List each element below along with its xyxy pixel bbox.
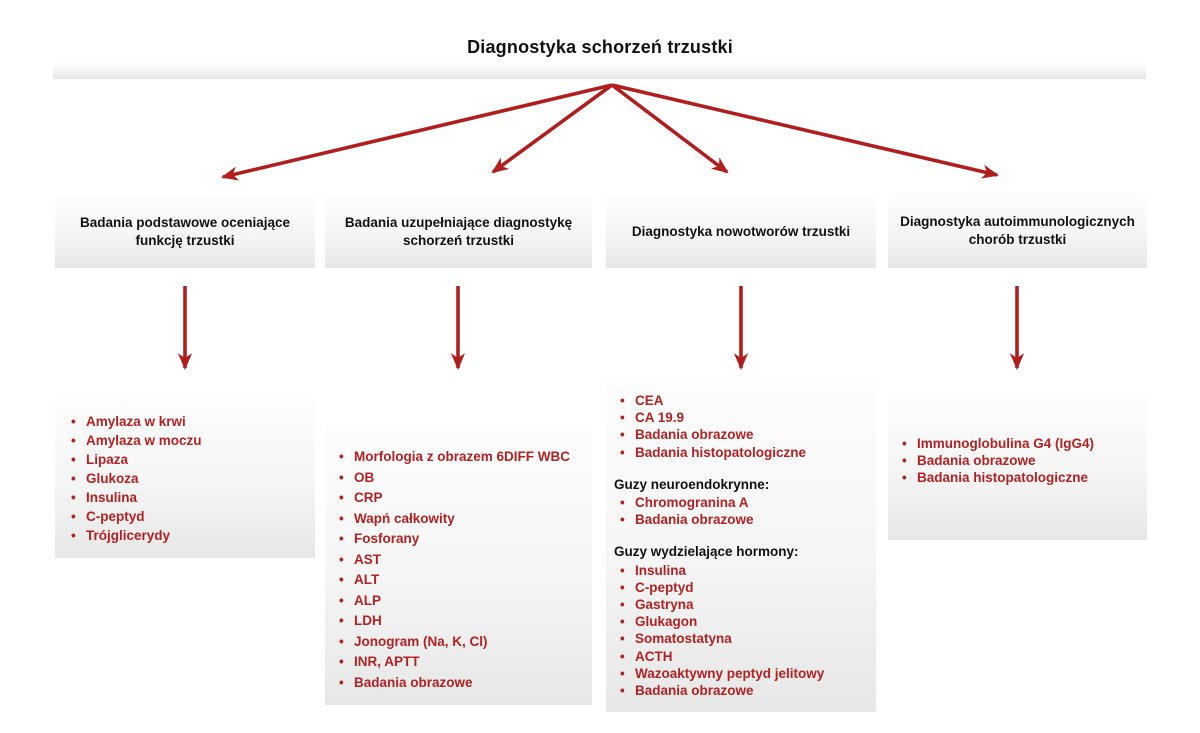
list-item-label: Badania obrazowe xyxy=(917,453,1036,469)
title-underline-bar xyxy=(53,62,1146,79)
bullet-icon: • xyxy=(71,433,76,448)
bullet-icon: • xyxy=(620,683,625,699)
category-header-autoimmune-diagnostics: Diagnostyka autoimmunologicznych chorób trzustki xyxy=(888,193,1147,268)
bullet-icon: • xyxy=(339,572,344,587)
list-item xyxy=(333,468,584,489)
bullet-icon: • xyxy=(620,579,625,595)
list-item xyxy=(333,652,584,673)
list-item-label: Jonogram (Na, K, Cl) xyxy=(354,633,488,649)
list-item-label: C-peptyd xyxy=(635,579,694,595)
bullet-icon: • xyxy=(620,410,625,426)
list-item-label: Badania histopatologiczne xyxy=(635,444,807,460)
bullet-icon: • xyxy=(339,674,344,690)
bullet-icon: • xyxy=(339,633,344,649)
item-list xyxy=(333,447,584,693)
list-item xyxy=(333,632,584,653)
list-item xyxy=(65,507,307,526)
fan-arrow-4 xyxy=(612,85,997,175)
list-item-label: Badania obrazowe xyxy=(635,512,754,528)
bullet-icon: • xyxy=(339,531,344,546)
list-item xyxy=(333,591,584,612)
list-item-label: CRP xyxy=(354,490,383,505)
bullet-icon: • xyxy=(620,444,625,460)
list-item xyxy=(896,435,1139,452)
list-item xyxy=(65,431,307,450)
list-item xyxy=(614,409,868,426)
list-item-label: Badania obrazowe xyxy=(354,674,473,690)
bullet-icon: • xyxy=(902,470,907,486)
bullet-icon: • xyxy=(339,449,344,464)
bullet-icon: • xyxy=(339,654,344,669)
list-item-label: Badania obrazowe xyxy=(635,683,754,699)
list-item xyxy=(333,488,584,509)
list-item-label: Trójglicerydy xyxy=(86,528,171,543)
list-item xyxy=(65,488,307,507)
item-list xyxy=(614,392,868,461)
list-item xyxy=(333,447,584,468)
category-header-tumor-diagnostics: Diagnostyka nowotworów trzustki xyxy=(606,196,876,268)
bullet-icon: • xyxy=(71,452,76,467)
bullet-icon: • xyxy=(902,436,907,451)
list-panel-supplementary-tests xyxy=(325,425,592,705)
list-item xyxy=(333,509,584,530)
bullet-icon: • xyxy=(339,469,344,485)
list-item xyxy=(614,494,868,511)
list-item xyxy=(65,450,307,469)
list-item-label: Somatostatyna xyxy=(635,631,732,647)
list-item-label: Lipaza xyxy=(86,452,129,467)
bullet-icon: • xyxy=(339,613,344,628)
bullet-icon: • xyxy=(339,490,344,505)
bullet-icon: • xyxy=(620,495,625,511)
bullet-icon: • xyxy=(71,471,76,486)
list-item-label: LDH xyxy=(354,613,382,628)
list-item xyxy=(333,529,584,550)
bullet-icon: • xyxy=(620,393,625,408)
bullet-icon: • xyxy=(902,453,907,469)
list-item xyxy=(614,426,868,443)
bullet-icon: • xyxy=(620,562,625,578)
list-item xyxy=(614,630,868,647)
list-item xyxy=(333,611,584,632)
list-item xyxy=(614,444,868,461)
list-item xyxy=(65,526,307,545)
list-item-label: Wapń całkowity xyxy=(354,510,455,526)
page-title: Diagnostyka schorzeń trzustki xyxy=(467,37,733,57)
bullet-icon: • xyxy=(71,509,76,524)
list-item xyxy=(614,682,868,699)
fan-arrow-3 xyxy=(612,85,727,172)
list-item xyxy=(614,562,868,579)
bullet-icon: • xyxy=(71,528,76,543)
item-list xyxy=(896,435,1139,487)
list-item-label: Amylaza w krwi xyxy=(86,414,186,429)
item-list xyxy=(65,412,307,545)
list-item-label: Insulina xyxy=(86,490,138,505)
bullet-icon: • xyxy=(620,427,625,443)
list-item xyxy=(65,469,307,488)
list-item xyxy=(614,511,868,528)
group-heading: Guzy wydzielające hormony: xyxy=(614,544,799,560)
fan-arrow-2 xyxy=(493,85,612,172)
list-item xyxy=(896,469,1139,486)
bullet-icon: • xyxy=(339,592,344,608)
list-item-label: Glukagon xyxy=(635,614,698,630)
bullet-icon: • xyxy=(620,512,625,528)
list-item-label: AST xyxy=(354,551,381,567)
list-item-label: CEA xyxy=(635,393,664,408)
category-header-basic-tests: Badania podstawowe oceniające funkcję trzustki xyxy=(55,196,315,268)
list-item-label: INR, APTT xyxy=(354,654,420,669)
list-item xyxy=(614,665,868,682)
category-header-supplementary-tests: Badania uzupełniające diagnostykę schorzeń trzustki xyxy=(325,196,592,268)
list-item-label: ALT xyxy=(354,572,380,587)
item-list xyxy=(614,494,868,528)
list-item-label: Morfologia z obrazem 6DIFF WBC xyxy=(354,449,570,464)
group-heading: Guzy neuroendokrynne: xyxy=(614,476,770,492)
list-item-label: ALP xyxy=(354,592,381,608)
list-item-label: CA 19.9 xyxy=(635,410,685,426)
bullet-icon: • xyxy=(620,597,625,613)
bullet-icon: • xyxy=(339,551,344,567)
list-item xyxy=(896,452,1139,469)
list-item-label: Immunoglobulina G4 (IgG4) xyxy=(917,436,1094,451)
list-item xyxy=(614,596,868,613)
list-item xyxy=(614,392,868,409)
bullet-icon: • xyxy=(620,665,625,681)
list-item-label: Badania obrazowe xyxy=(635,427,754,443)
list-item-label: Chromogranina A xyxy=(635,495,749,511)
bullet-icon: • xyxy=(620,614,625,630)
bullet-icon: • xyxy=(339,510,344,526)
list-item xyxy=(614,648,868,665)
list-item-label: Insulina xyxy=(635,562,687,578)
bullet-icon: • xyxy=(620,648,625,664)
list-item-label: C-peptyd xyxy=(86,509,145,524)
list-panel-autoimmune-diagnostics xyxy=(888,395,1147,540)
list-item xyxy=(65,412,307,431)
list-item-label: Badania histopatologiczne xyxy=(917,470,1089,486)
bullet-icon: • xyxy=(71,414,76,429)
list-item xyxy=(333,570,584,591)
list-item-label: OB xyxy=(354,469,375,485)
list-item-label: ACTH xyxy=(635,648,673,664)
item-list xyxy=(614,562,868,700)
list-item-label: Wazoaktywny peptyd jelitowy xyxy=(635,665,825,681)
bullet-icon: • xyxy=(620,631,625,647)
list-item xyxy=(614,579,868,596)
list-item-label: Gastryna xyxy=(635,597,694,613)
fan-arrow-1 xyxy=(223,85,612,177)
list-item xyxy=(614,613,868,630)
list-item xyxy=(333,673,584,694)
list-item xyxy=(333,550,584,571)
list-item-label: Fosforany xyxy=(354,531,420,546)
list-item-label: Amylaza w moczu xyxy=(86,433,202,448)
list-panel-basic-tests xyxy=(55,398,315,558)
bullet-icon: • xyxy=(71,490,76,505)
list-panel-tumor-diagnostics xyxy=(606,380,876,712)
list-item-label: Glukoza xyxy=(86,471,139,486)
